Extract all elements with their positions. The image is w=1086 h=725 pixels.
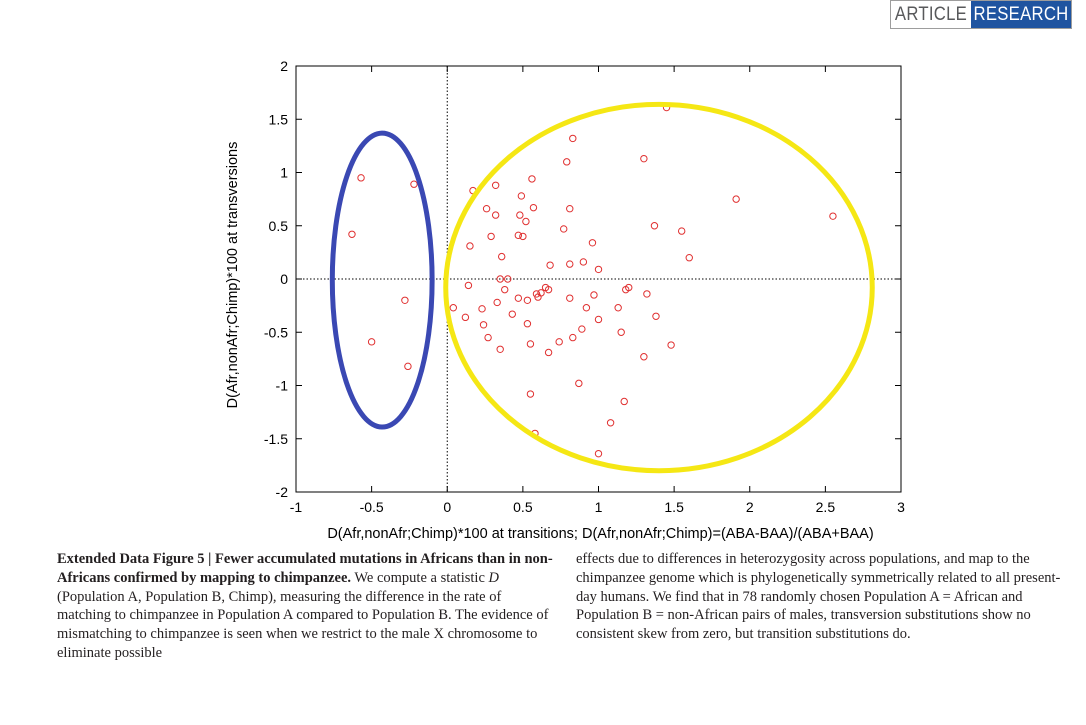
data-point xyxy=(561,226,567,232)
data-point xyxy=(485,334,491,340)
data-point xyxy=(576,380,582,386)
data-point xyxy=(515,295,521,301)
data-point xyxy=(480,322,486,328)
x-tick-label: 0 xyxy=(443,499,452,515)
data-point xyxy=(520,233,526,239)
x-tick-label: 3 xyxy=(897,499,905,515)
data-point xyxy=(368,339,374,345)
data-point xyxy=(583,305,589,311)
data-point xyxy=(527,341,533,347)
y-tick-label: 1 xyxy=(280,164,288,181)
data-point xyxy=(494,299,500,305)
data-point xyxy=(524,321,530,327)
data-point xyxy=(502,286,508,292)
figure-caption-left xyxy=(57,550,557,663)
data-point xyxy=(518,193,524,199)
category-label: RESEARCH xyxy=(971,1,1071,28)
data-point xyxy=(509,311,515,317)
caption-title: Extended Data Figure 5 | Fewer accumulated mutations in Africans than in non-Africans confirmed by mapping to chimpanzee. xyxy=(57,551,553,586)
y-tick-label: -1.5 xyxy=(263,430,288,447)
cluster-ellipse-right xyxy=(446,104,873,470)
y-tick-label: -1 xyxy=(275,377,288,394)
data-point xyxy=(580,259,586,265)
data-point xyxy=(405,363,411,369)
data-point xyxy=(686,255,692,261)
data-point xyxy=(651,223,657,229)
data-point xyxy=(733,196,739,202)
data-point xyxy=(547,262,553,268)
y-tick-label: 2 xyxy=(280,58,288,74)
data-point xyxy=(653,313,659,319)
data-point xyxy=(499,253,505,259)
data-point xyxy=(515,232,521,238)
data-point xyxy=(579,326,585,332)
data-point xyxy=(589,240,595,246)
data-point xyxy=(641,354,647,360)
data-point xyxy=(595,450,601,456)
data-point xyxy=(527,391,533,397)
section-label: ARTICLE xyxy=(894,3,968,25)
data-point xyxy=(483,206,489,212)
data-point xyxy=(529,176,535,182)
x-tick-label: 2.5 xyxy=(815,499,836,515)
x-axis-label: D(Afr,nonAfr;Chimp)*100 at transitions; D(Afr,nonAfr;Chimp)=(ABA-BAA)/(ABA+BAA) xyxy=(327,526,874,542)
data-point xyxy=(564,159,570,165)
data-point xyxy=(595,266,601,272)
x-tick-label: 2 xyxy=(745,499,754,515)
data-point xyxy=(349,231,355,237)
y-axis-label: D(Afr,nonAfr;Chimp)*100 at transversions xyxy=(225,141,241,409)
data-point xyxy=(567,295,573,301)
data-point xyxy=(479,306,485,312)
y-tick-label: -0.5 xyxy=(263,324,288,341)
data-point xyxy=(570,334,576,340)
data-point xyxy=(644,291,650,297)
data-point xyxy=(465,282,471,288)
data-point xyxy=(570,135,576,141)
data-point xyxy=(545,349,551,355)
data-point xyxy=(618,329,624,335)
data-point xyxy=(668,342,674,348)
y-tick-label: 1.5 xyxy=(268,111,288,128)
data-point xyxy=(497,346,503,352)
data-point xyxy=(591,292,597,298)
data-point xyxy=(567,261,573,267)
data-point xyxy=(524,297,530,303)
data-point xyxy=(492,182,498,188)
data-point xyxy=(402,297,408,303)
y-tick-label: 0 xyxy=(280,271,288,287)
data-point xyxy=(411,181,417,187)
y-tick-label: -2 xyxy=(275,484,288,500)
data-point xyxy=(595,316,601,322)
data-point xyxy=(530,204,536,210)
caption-body-right: effects due to differences in heterozygosity across populations, and map to the chimpanzee genome which is phylogenetically symmetrically related to all present-day humans. We find that in 78 randomly chosen Population A = African and Population B = non-African pairs of males, transversion substitutions show no consistent skew from zero, but transition substitutions do. xyxy=(576,551,1061,643)
caption-body-left-post: (Population A, Population B, Chimp), measuring the difference in the rate of matching to chimpanzee in Population A compared to Population B. The evidence of mismatching to chimpanzee is seen when we restrict to the male X chromosome to eliminate possible xyxy=(57,588,549,661)
caption-body-left-pre: We compute a statistic xyxy=(351,569,489,586)
data-point xyxy=(467,243,473,249)
data-point xyxy=(830,213,836,219)
caption-statistic-symbol: D xyxy=(488,569,499,586)
data-point xyxy=(556,339,562,345)
data-point xyxy=(641,155,647,161)
data-point xyxy=(615,305,621,311)
x-tick-label: 1 xyxy=(594,499,603,515)
x-tick-label: -1 xyxy=(289,499,303,515)
x-tick-label: 0.5 xyxy=(513,499,533,515)
figure-caption-right xyxy=(576,550,1074,644)
data-point xyxy=(462,314,468,320)
data-point xyxy=(678,228,684,234)
y-tick-label: 0.5 xyxy=(268,217,288,234)
data-point xyxy=(492,212,498,218)
data-point xyxy=(358,175,364,181)
cluster-ellipse-left xyxy=(332,133,432,427)
data-point xyxy=(607,420,613,426)
data-point xyxy=(621,398,627,404)
x-tick-label: -0.5 xyxy=(359,499,384,515)
data-point xyxy=(567,206,573,212)
x-tick-label: 1.5 xyxy=(664,499,684,515)
data-point xyxy=(523,218,529,224)
data-point xyxy=(488,233,494,239)
data-point xyxy=(517,212,523,218)
data-point xyxy=(450,305,456,311)
